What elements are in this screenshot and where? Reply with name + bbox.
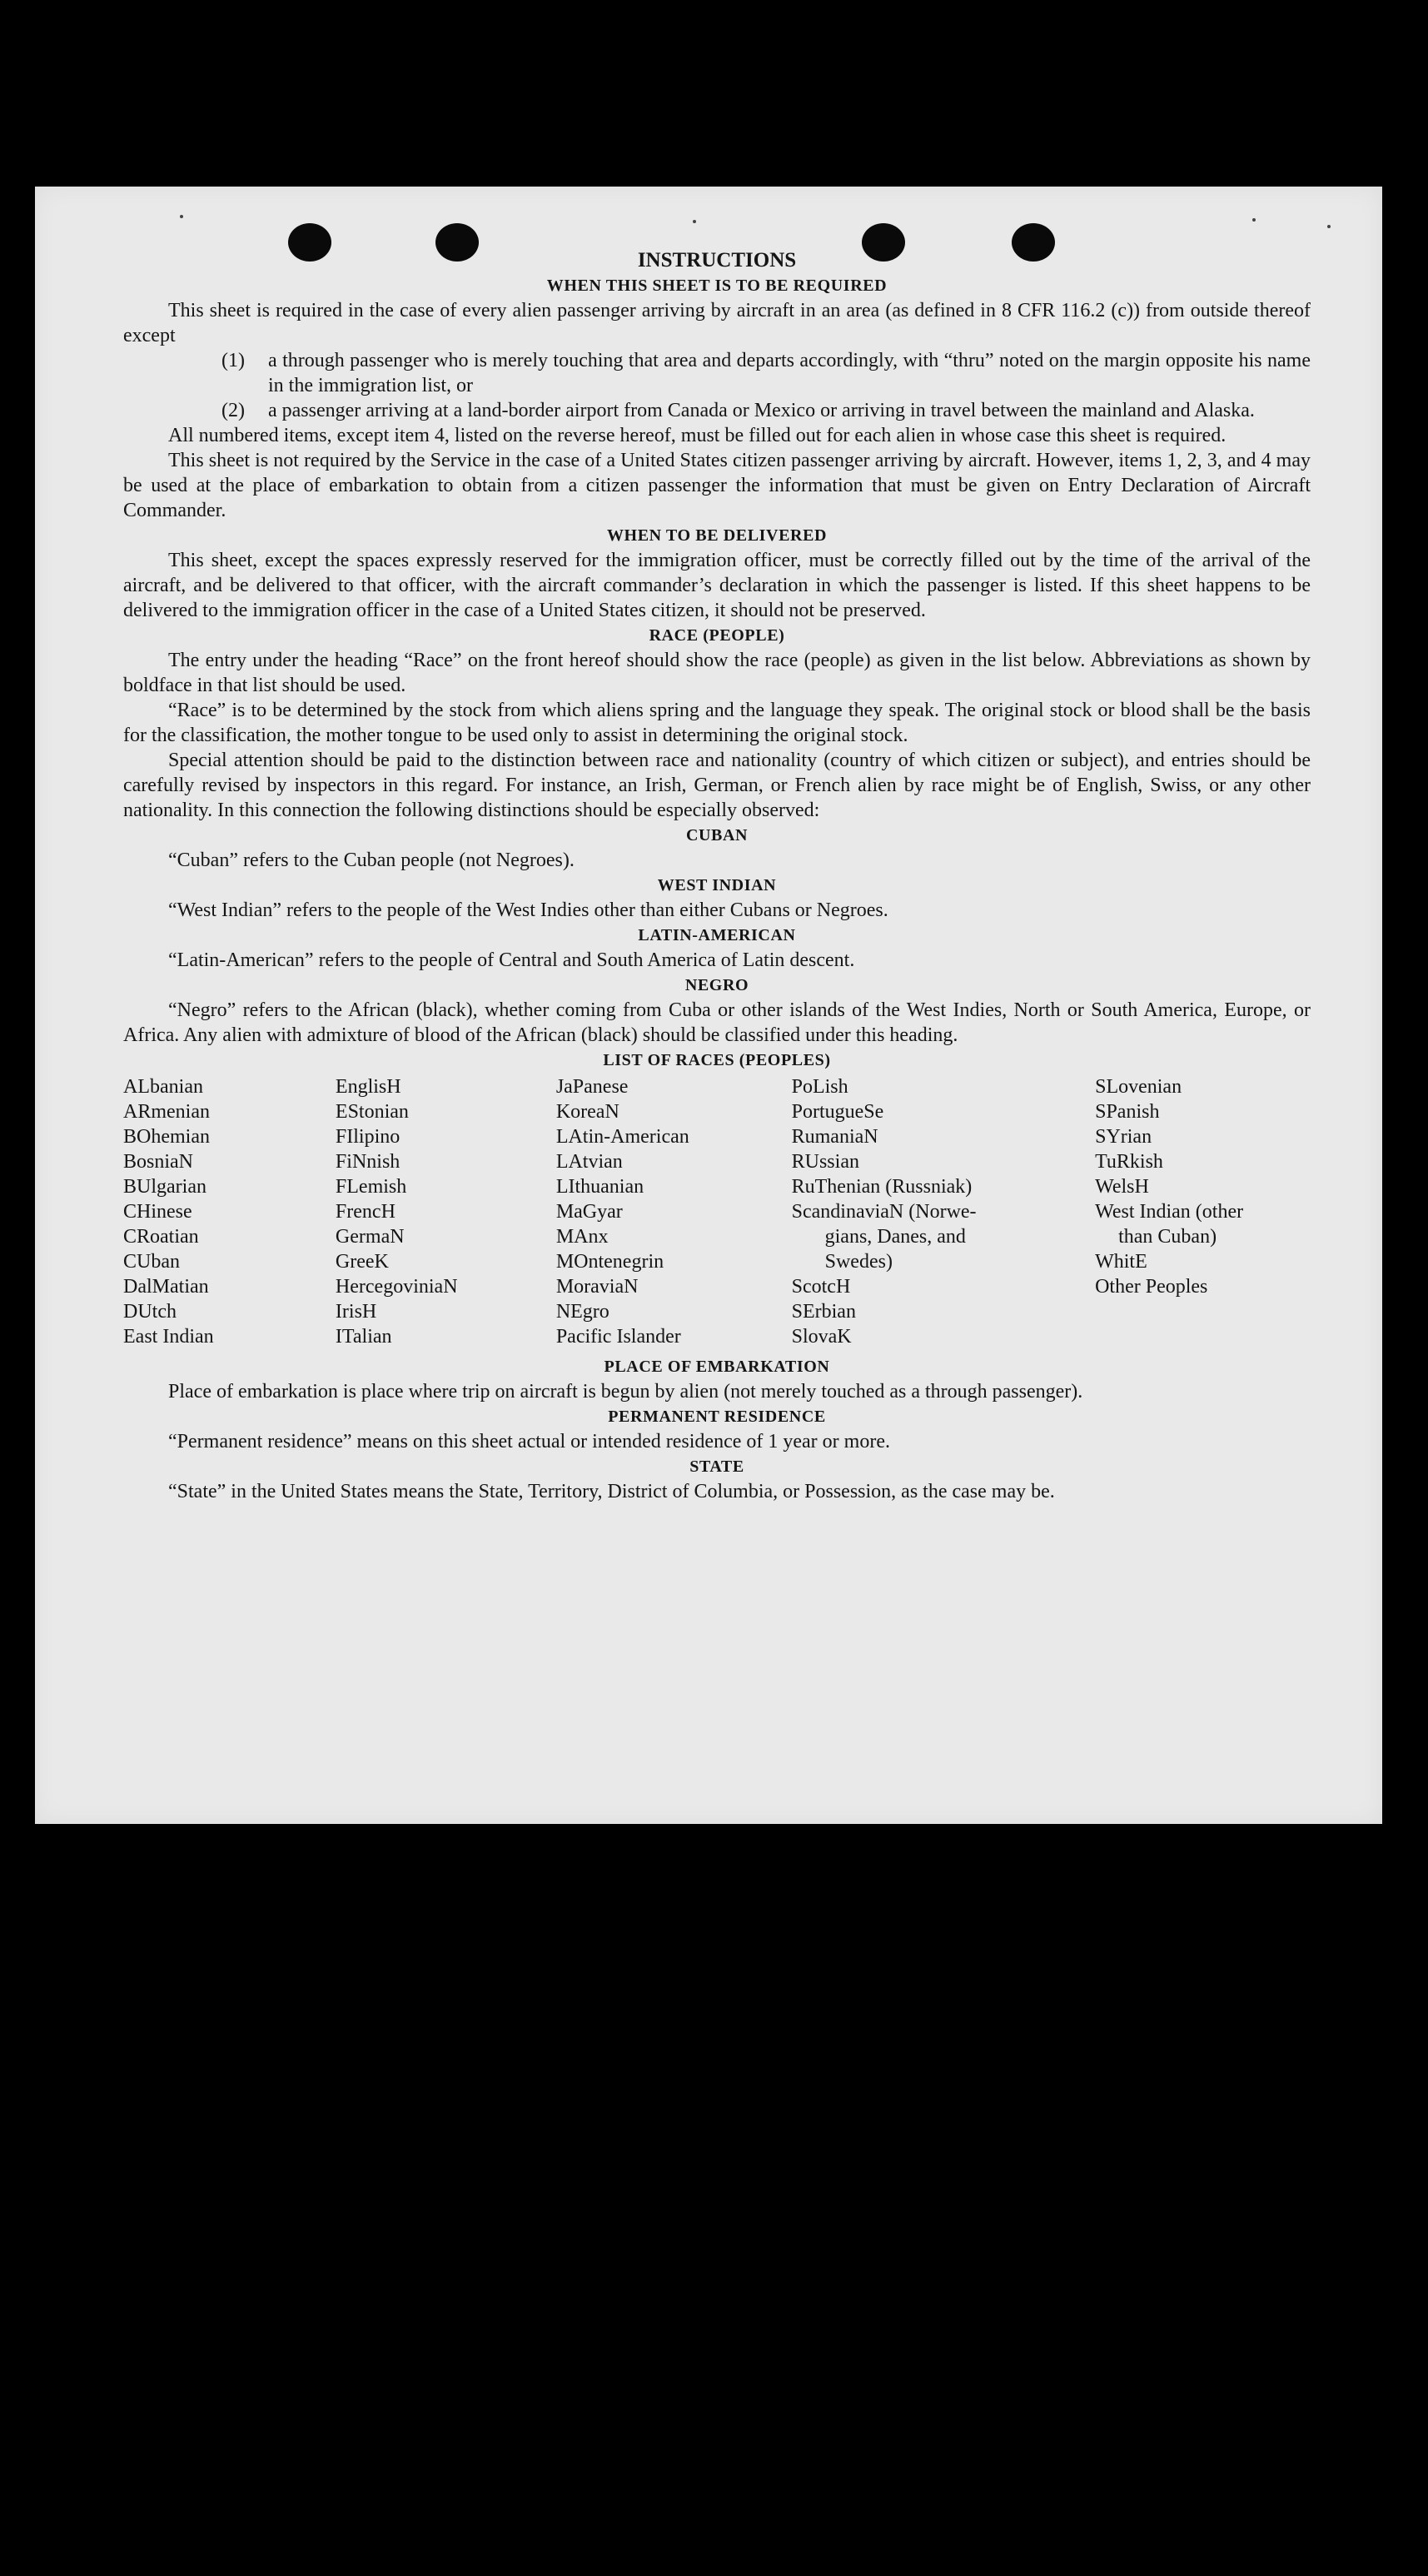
race-entry: ScotcH: [791, 1276, 851, 1298]
race-entry: FLemish: [335, 1176, 407, 1198]
race-entry: West Indian (other: [1095, 1201, 1244, 1223]
race-entry: ALbanian: [123, 1076, 203, 1098]
heading-latin-american: LATIN-AMERICAN: [638, 926, 796, 944]
race-entry: WhitE: [1095, 1251, 1147, 1273]
paper-speck: [180, 215, 183, 218]
page-title: INSTRUCTIONS: [637, 249, 797, 272]
heading-when-required: WHEN THIS SHEET IS TO BE REQUIRED: [546, 277, 888, 295]
races-column: [336, 1074, 556, 1349]
punch-hole: [1012, 223, 1055, 262]
races-column: [1095, 1074, 1311, 1349]
race-entry: GreeK: [335, 1251, 389, 1273]
heading-state: STATE: [689, 1457, 744, 1476]
instruction-sheet: [35, 187, 1382, 1824]
race-entry: East Indian: [123, 1326, 214, 1348]
race-entry: LAtvian: [555, 1151, 623, 1173]
race-entry: Other Peoples: [1095, 1276, 1208, 1298]
race-entry: CHinese: [123, 1201, 192, 1223]
race-entry: FrencH: [335, 1201, 396, 1223]
race-entry: DUtch: [123, 1301, 177, 1323]
heading-cuban: CUBAN: [685, 826, 749, 845]
race-entry: RuThenian (Russniak): [791, 1176, 973, 1198]
punch-hole: [862, 223, 905, 262]
race-entry: ARmenian: [123, 1101, 210, 1123]
races-column: [792, 1074, 1095, 1349]
paragraph: All numbered items, except item 4, listed on the reverse hereof, must be filled out for each alien in whose case this sheet is required.: [168, 425, 1226, 446]
race-entry: NEgro: [555, 1301, 610, 1323]
race-entry: EStonian: [335, 1101, 409, 1123]
heading-permanent-residence: PERMANENT RESIDENCE: [608, 1408, 826, 1426]
race-entry: BosniaN: [123, 1151, 193, 1173]
races-column: [556, 1074, 792, 1349]
race-entry-continued: than Cuban): [1118, 1226, 1217, 1248]
race-entry: SLovenian: [1095, 1076, 1182, 1098]
race-entry: PoLish: [791, 1076, 848, 1098]
punch-hole: [435, 223, 479, 262]
race-entry: SPanish: [1095, 1101, 1160, 1123]
race-entry: SErbian: [791, 1301, 856, 1323]
race-entry: Pacific Islander: [555, 1326, 681, 1348]
race-entry-continued: gians, Danes, and: [824, 1226, 966, 1248]
heading-negro: NEGRO: [684, 976, 749, 994]
race-entry: ITalian: [335, 1326, 392, 1348]
race-entry: RumaniaN: [791, 1126, 878, 1148]
race-entry: FIlipino: [335, 1126, 401, 1148]
race-entry: HercegoviniaN: [335, 1276, 458, 1298]
race-entry: DalMatian: [123, 1276, 209, 1298]
paper-speck: [1327, 225, 1331, 228]
race-entry: MoraviaN: [555, 1276, 639, 1298]
punch-hole: [288, 223, 331, 262]
heading-race: RACE (PEOPLE): [649, 626, 785, 645]
race-entry: GermaN: [335, 1226, 405, 1248]
race-entry: SlovaK: [791, 1326, 852, 1348]
item-text: a through passenger who is merely touching that area and departs accordingly, with “thru” noted on the margin opposite his name in the immigration list, or: [268, 350, 1311, 396]
race-entry: FiNnish: [335, 1151, 401, 1173]
paragraph: “Negro” refers to the African (black), whether coming from Cuba or other islands of the West Indies, North or South America, Europe, or Africa. Any alien with admixture of blood of the African (black) should be classified under this heading.: [123, 999, 1311, 1046]
item-number: (1): [221, 350, 245, 371]
heading-west-indian: WEST INDIAN: [657, 876, 777, 894]
race-entry: MAnx: [555, 1226, 609, 1248]
race-entry-continued: Swedes): [824, 1251, 893, 1273]
paragraph: Special attention should be paid to the distinction between race and nationality (country of which citizen or subject), and entries should be carefully revised by inspectors in this regard. For instance, an Irish, German, or French alien by race might be of English, Swiss, or any other nationality. In this connection the following distinctions should be especially observed:: [123, 750, 1311, 821]
paper-speck: [1252, 218, 1256, 222]
race-entry: WelsH: [1095, 1176, 1149, 1198]
paragraph: Place of embarkation is place where trip on aircraft is begun by alien (not merely touched as a through passenger).: [168, 1381, 1083, 1403]
paragraph: “West Indian” refers to the people of the West Indies other than either Cubans or Negroes.: [168, 899, 888, 921]
race-entry: RUssian: [791, 1151, 859, 1173]
race-entry: JaPanese: [555, 1076, 629, 1098]
race-entry: MaGyar: [555, 1201, 623, 1223]
heading-place-of-embarkation: PLACE OF EMBARKATION: [604, 1358, 830, 1376]
item-text: a passenger arriving at a land-border airport from Canada or Mexico or arriving in travel between the mainland and Alaska.: [268, 400, 1255, 421]
race-entry: BOhemian: [123, 1126, 210, 1148]
paragraph: The entry under the heading “Race” on the front hereof should show the race (people) as given in the list below. Abbreviations as shown by boldface in that list should be used.: [123, 650, 1311, 696]
heading-when-delivered: WHEN TO BE DELIVERED: [606, 526, 828, 545]
paragraph: This sheet is required in the case of every alien passenger arriving by aircraft in an area (as defined in 8 CFR 116.2 (c)) from outside thereof except: [123, 300, 1311, 346]
paragraph: “Permanent residence” means on this sheet actual or intended residence of 1 year or more.: [168, 1431, 890, 1452]
paragraph: “Latin-American” refers to the people of Central and South America of Latin descent.: [168, 949, 855, 971]
paragraph: “Cuban” refers to the Cuban people (not Negroes).: [168, 850, 575, 871]
races-list: [123, 1074, 1311, 1349]
list-item: [221, 348, 1311, 398]
races-column: [123, 1074, 336, 1349]
race-entry: IrisH: [335, 1301, 377, 1323]
race-entry: BUlgarian: [123, 1176, 206, 1198]
paragraph: “Race” is to be determined by the stock from which aliens spring and the language they speak. The original stock or blood shall be the basis for the classification, the mother tongue to be used only to assist in determining the original stock.: [123, 700, 1311, 746]
race-entry: ScandinaviaN (Norwe-: [791, 1201, 977, 1223]
race-entry: CRoatian: [123, 1226, 199, 1248]
race-entry: TuRkish: [1095, 1151, 1163, 1173]
race-entry: SYrian: [1095, 1126, 1152, 1148]
race-entry: KoreaN: [555, 1101, 619, 1123]
paragraph: This sheet, except the spaces expressly reserved for the immigration officer, must be correctly filled out by the time of the arrival of the aircraft, and be delivered to that officer, with the aircraft commander’s declaration in which the passenger is listed. If this sheet happens to be delivered to the immigration officer in the case of a United States citizen, it should not be preserved.: [123, 550, 1311, 621]
race-entry: EnglisH: [335, 1076, 401, 1098]
paragraph: “State” in the United States means the State, Territory, District of Columbia, or Possession, as the case may be.: [168, 1481, 1055, 1502]
race-entry: LAtin-American: [555, 1126, 689, 1148]
list-item: [221, 398, 1311, 423]
item-number: (2): [221, 400, 245, 421]
race-entry: LIthuanian: [555, 1176, 644, 1198]
paper-speck: [693, 220, 696, 223]
heading-list-of-races: LIST OF RACES (PEOPLES): [603, 1051, 831, 1069]
race-entry: CUban: [123, 1251, 180, 1273]
race-entry: PortugueSe: [791, 1101, 884, 1123]
paragraph: This sheet is not required by the Service in the case of a United States citizen passenger arriving by aircraft. However, items 1, 2, 3, and 4 may be used at the place of embarkation to obtain from a citizen passenger the information that must be given on Entry Declaration of Aircraft Commander.: [123, 450, 1311, 521]
race-entry: MOntenegrin: [555, 1251, 664, 1273]
